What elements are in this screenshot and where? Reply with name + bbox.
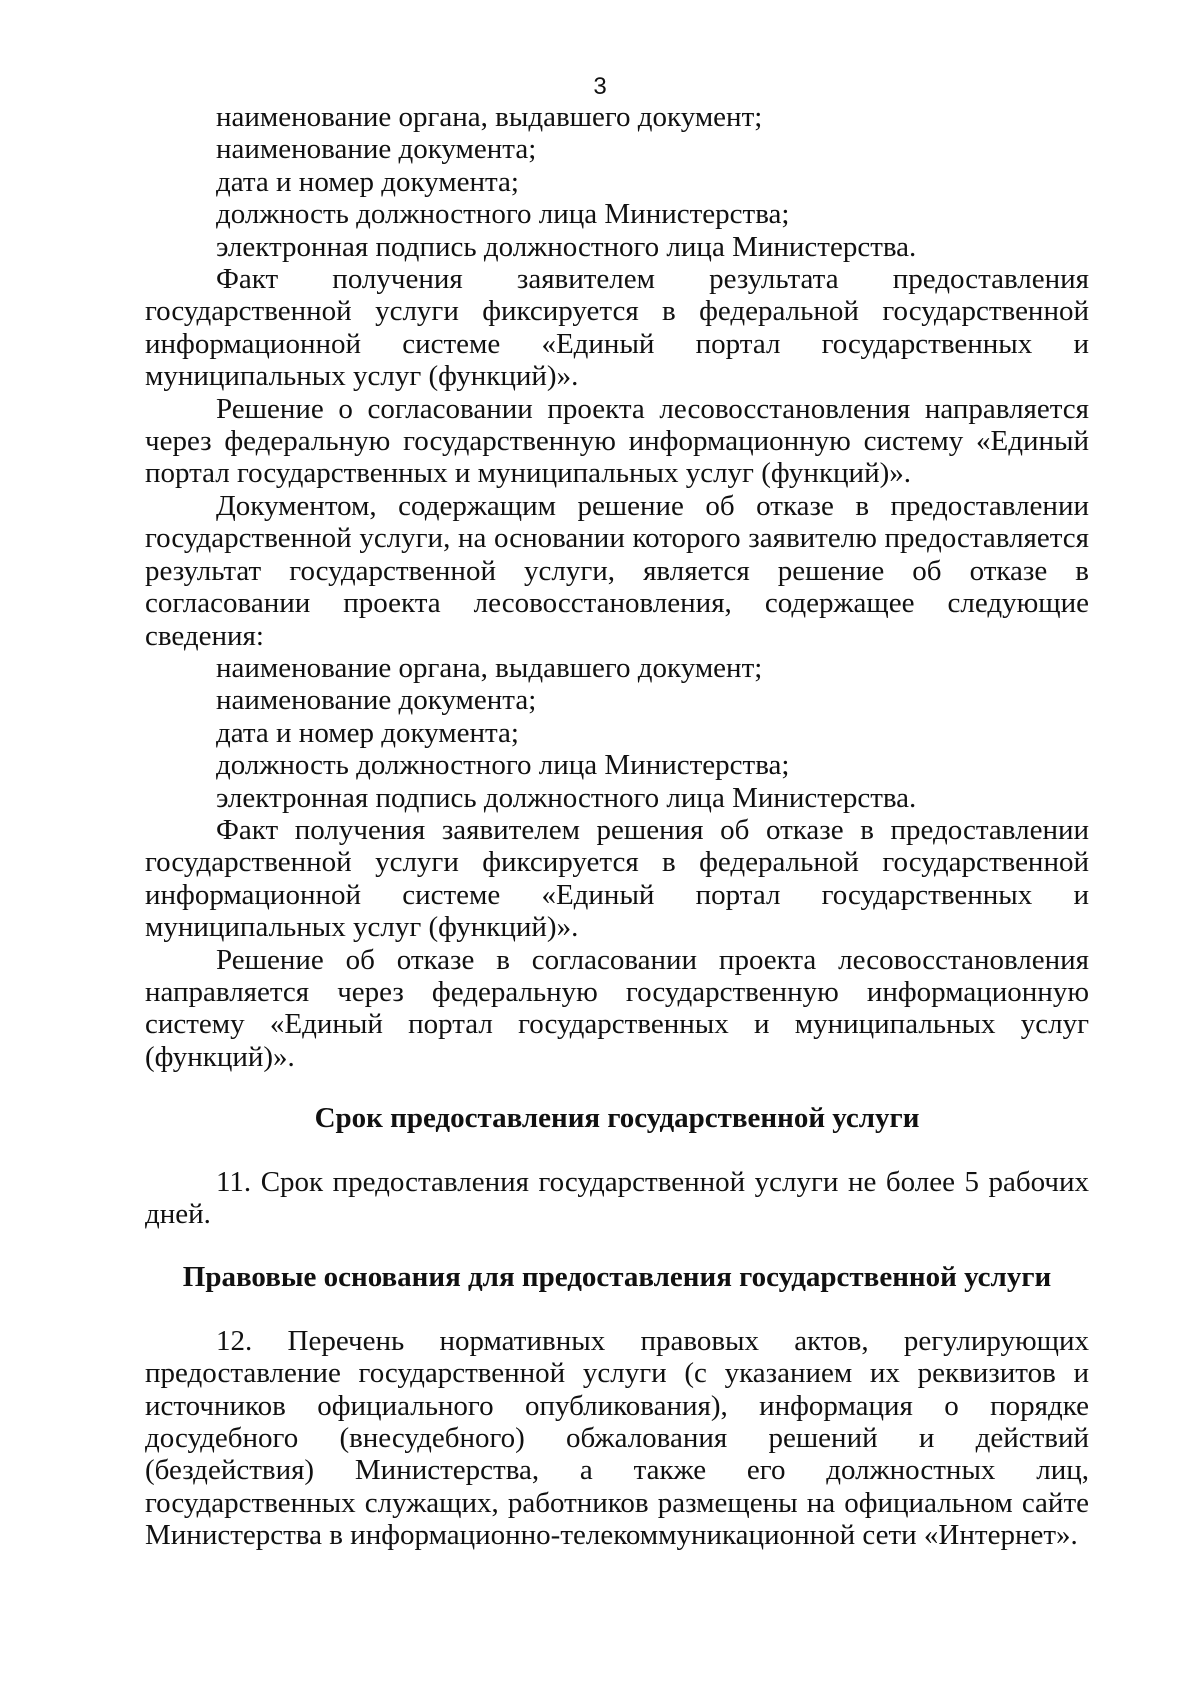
section-heading-legal: Правовые основания для предоставления государственной услуги: [182, 1261, 1052, 1294]
paragraph-term: 11. Срок предоставления государственной услуги не более 5 рабочих дней.: [145, 1165, 1089, 1230]
section-heading-term: Срок предоставления государственной услуги: [314, 1102, 920, 1135]
list-item: дата и номер документа;: [216, 716, 519, 749]
paragraph-fact-receipt-refusal: Факт получения заявителем решения об отказе в предоставлении государственной услуги фиксируется в федеральной государственной информационной системе «Единый портал государственных и муниципальных услуг (функций)».: [145, 813, 1089, 944]
list-item: наименование органа, выдавшего документ;: [216, 651, 763, 684]
list-item: наименование документа;: [216, 684, 537, 717]
paragraph-decision-refusal-sent: Решение об отказе в согласовании проекта лесовосстановления направляется через федеральную государственную информационную систему «Единый портал государственных и муниципальных услуг (функций)».: [145, 943, 1089, 1073]
paragraph-fact-receipt-result: Факт получения заявителем результата предоставления государственной услуги фиксируется в федеральной государственной информационной системе «Единый портал государственных и муниципальных услуг (функций)».: [145, 263, 1089, 393]
document-body: [145, 101, 1089, 1552]
list-item: должность должностного лица Министерства;: [216, 198, 790, 231]
list-item: электронная подпись должностного лица Министерства.: [216, 781, 917, 814]
list-item: наименование органа, выдавшего документ;: [216, 101, 763, 133]
list-item: наименование документа;: [216, 133, 537, 166]
paragraph-legal: 12. Перечень нормативных правовых актов, регулирующих предоставление государственной услуги (с указанием их реквизитов и источников официального опубликования), информация о порядке досудебного (внесудебного) обжалования решений и действий (бездействия) Министерства, а также его должностных лиц, государственных служащих, работников размещены на официальном сайте Министерства в информационно-телекоммуникационной сети «Интернет».: [145, 1324, 1089, 1552]
paragraph-decision-approval-sent: Решение о согласовании проекта лесовосстановления направляется через федеральную государственную информационную систему «Единый портал государственных и муниципальных услуг (функций)».: [145, 392, 1089, 490]
list-item: дата и номер документа;: [216, 165, 519, 198]
list-item: должность должностного лица Министерства;: [216, 749, 790, 782]
page-number: 3: [593, 73, 607, 100]
paragraph-refusal-document-intro: Документом, содержащим решение об отказе в предоставлении государственной услуги, на основании которого заявителю предоставляется результат государственной услуги, является решение об отказе в согласовании проекта лесовосстановления, содержащее следующие сведения:: [145, 489, 1089, 652]
list-item: электронная подпись должностного лица Министерства.: [216, 230, 917, 263]
